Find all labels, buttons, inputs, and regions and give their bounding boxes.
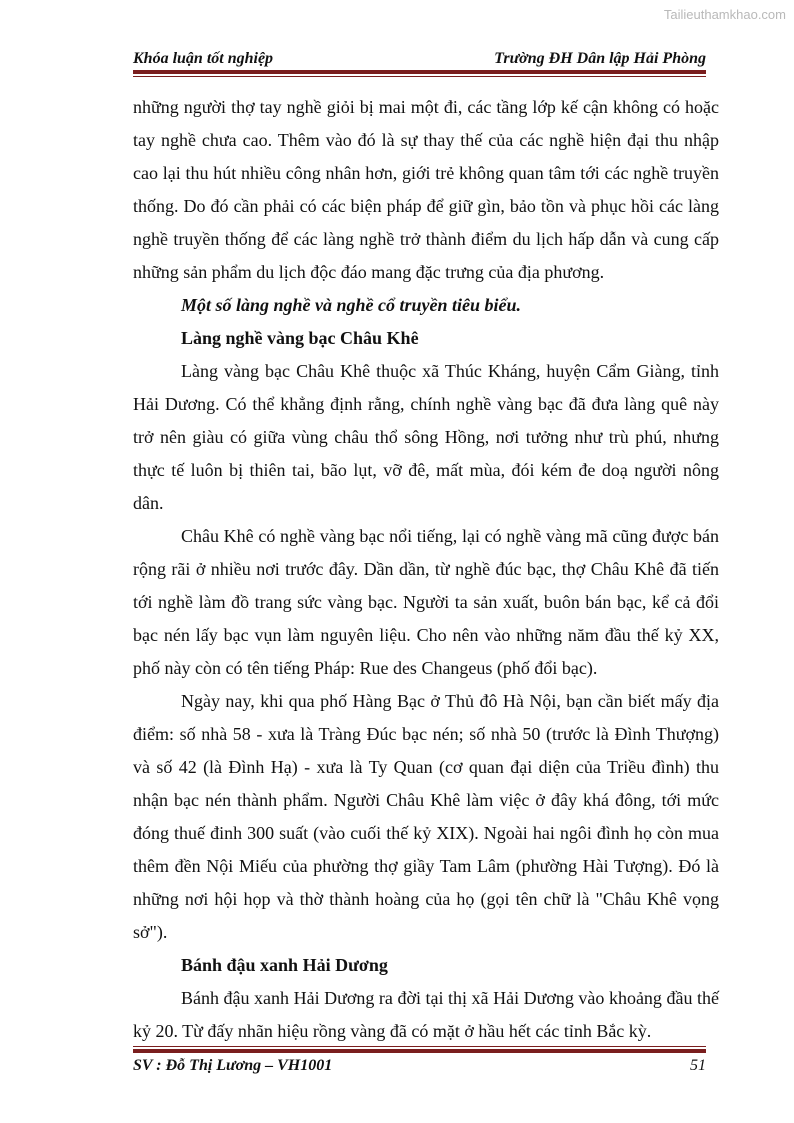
watermark: Tailieuthamkhao.com [663,7,786,22]
paragraph: Ngày nay, khi qua phố Hàng Bạc ở Thủ đô Hà Nội, bạn cần biết mấy địa điểm: số nhà 58 - xưa là Tràng Đúc bạc nén; số nhà 50 (trước là Đình Thượng) và số 42 (là Đình Hạ) - xưa là Ty Quan (cơ quan đại diện của Triều đình) thu nhận bạc nén thành phẩm. Người Châu Khê làm việc ở đây khá đông, tới mức đóng thuế đinh 300 suất (vào cuối thế kỷ XIX). Ngoài hai ngôi đình họ còn mua thêm đền Nội Miếu của phường thợ giầy Tam Lâm (phường Hài Tượng). Đó là những nơi hội họp và thờ thành hoàng của họ (gọi tên chữ là "Châu Khê vọng sở"). [133,691,719,942]
subheading-chau-khe: Làng nghề vàng bạc Châu Khê [181,328,419,348]
paragraph: Châu Khê có nghề vàng bạc nổi tiếng, lại có nghề vàng mã cũng được bán rộng rãi ở nhiều nơi trước đây. Dần dần, từ nghề đúc bạc, thợ Châu Khê đã tiến tới nghề làm đồ trang sức vàng bạc. Người ta sản xuất, buôn bán bạc, kể cả đổi bạc nén lấy bạc vụn làm nguyên liệu. Cho nên vào những năm đầu thế kỷ XX, phố này còn có tên tiếng Pháp: Rue des Changeus (phố đổi bạc). [133,526,719,678]
section-heading-craft-villages: Một số làng nghề và nghề cổ truyền tiêu biểu. [181,295,522,315]
footer-rule-thick [133,1049,706,1053]
footer-student-name: SV : Đỗ Thị Lương – VH1001 [133,1057,333,1074]
header-rule-thin [133,76,706,77]
page-header [133,50,706,70]
footer-rule-thin [133,1046,706,1047]
header-rule-thick [133,70,706,74]
subheading-banh-dau-xanh: Bánh đậu xanh Hải Dương [181,955,388,975]
page-footer [133,1057,706,1079]
header-thesis-title: Khóa luận tốt nghiệp [133,50,274,67]
paragraph: Bánh đậu xanh Hải Dương ra đời tại thị xã Hải Dương vào khoảng đầu thế kỷ 20. Từ đấy nhãn hiệu rồng vàng đã có mặt ở hầu hết các tỉnh Bắc kỳ. [133,988,719,1041]
paragraph: Làng vàng bạc Châu Khê thuộc xã Thúc Kháng, huyện Cẩm Giàng, tỉnh Hải Dương. Có thể khẳng định rằng, chính nghề vàng bạc đã đưa làng quê này trở nên giàu có giữa vùng châu thổ sông Hồng, nơi tưởng như trù phú, nhưng thực tế luôn bị thiên tai, bão lụt, vỡ đê, mất mùa, đói kém đe doạ người nông dân. [133,361,719,513]
page-number: 51 [690,1057,706,1074]
header-university: Trường ĐH Dân lập Hải Phòng [494,50,706,67]
paragraph-continuation: những người thợ tay nghề giỏi bị mai một đi, các tầng lớp kế cận không có hoặc tay nghề chưa cao. Thêm vào đó là sự thay thế của các nghề hiện đại thu nhập cao lại thu hút nhiều công nhân hơn, giới trẻ không quan tâm tới các nghề truyền thống. Do đó cần phải có các biện pháp để giữ gìn, bảo tồn và phục hồi các làng nghề truyền thống để các làng nghề trở thành điểm du lịch hấp dẫn và cung cấp những sản phẩm du lịch độc đáo mang đặc trưng của địa phương. [133,97,719,282]
page-body [133,91,719,1048]
